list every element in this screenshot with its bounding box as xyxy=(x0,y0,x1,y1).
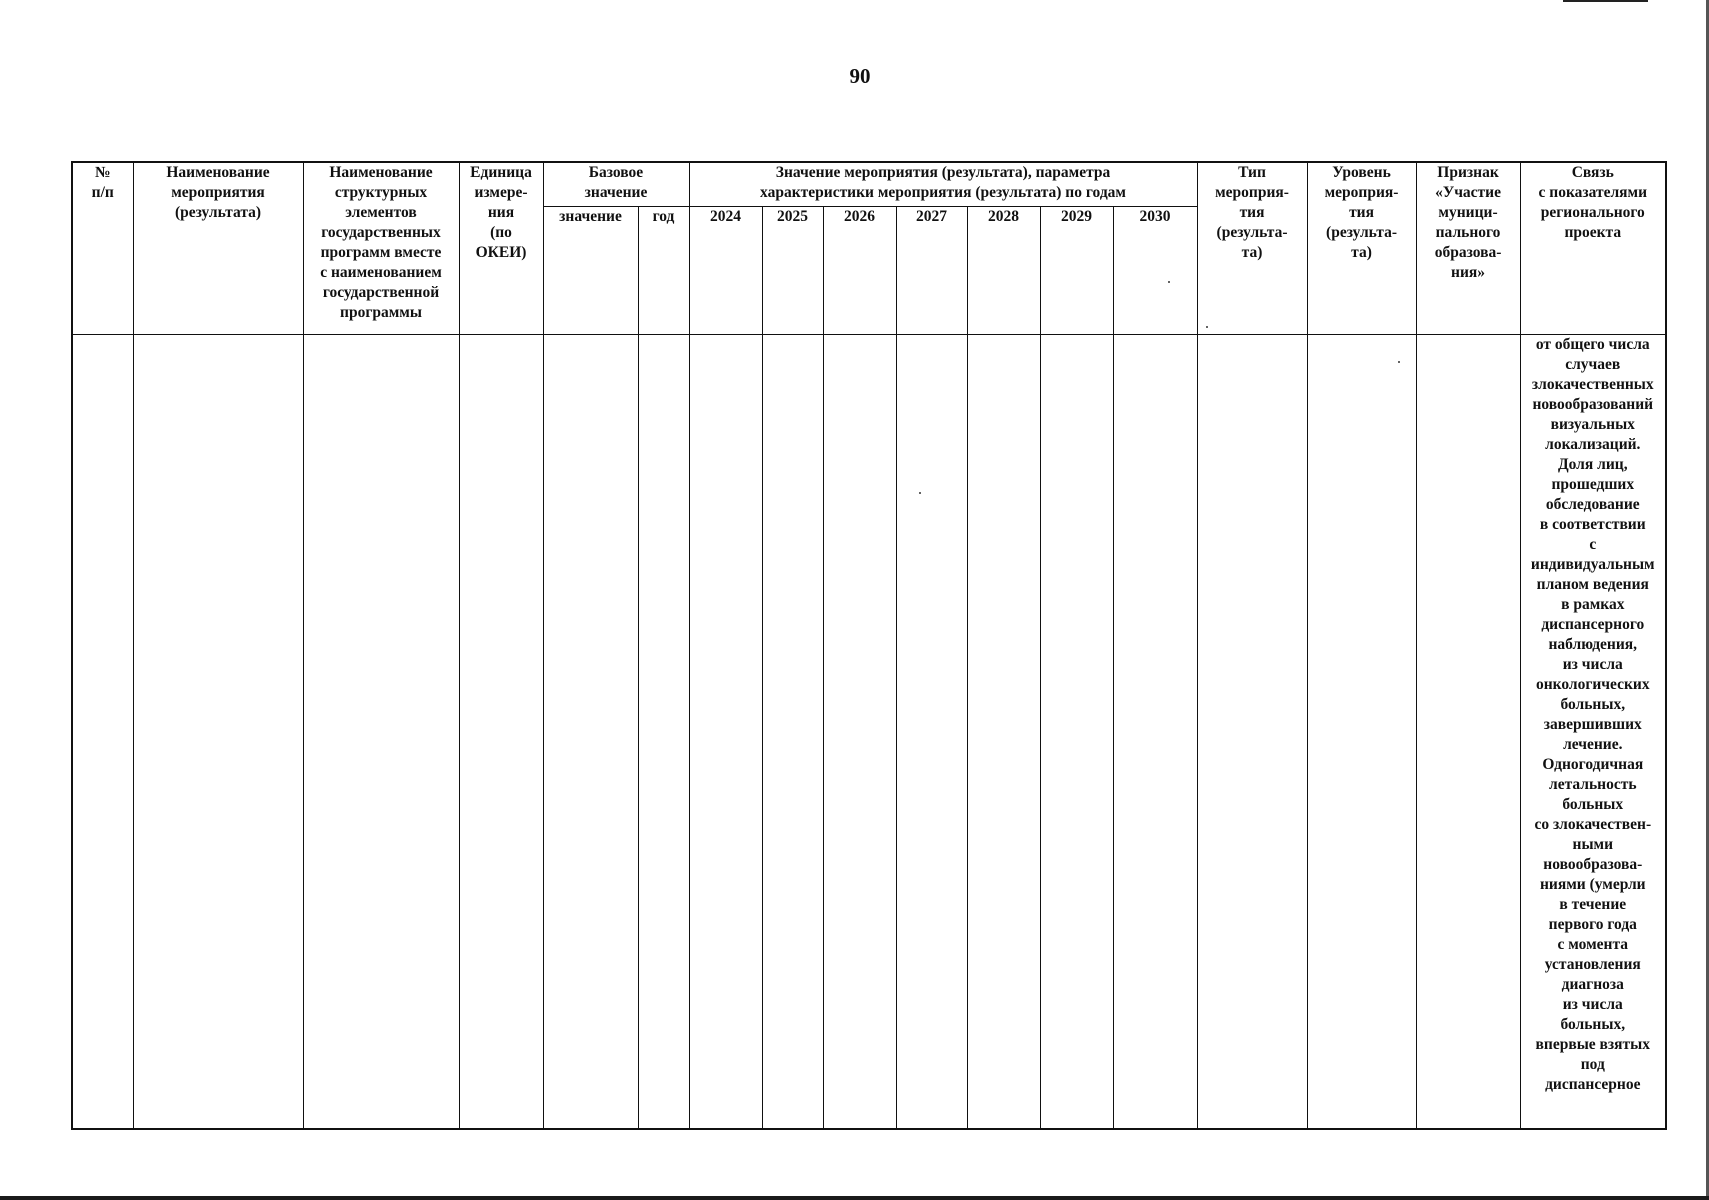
cell-2025 xyxy=(762,334,823,1129)
header-year-2026: 2026 xyxy=(823,206,896,334)
program-events-table xyxy=(71,161,1667,1130)
cell-2030 xyxy=(1113,334,1197,1129)
header-type: Тип мероприя- тия (результа- та) xyxy=(1197,162,1307,334)
cell-2027 xyxy=(896,334,967,1129)
header-event-name: Наименование мероприятия (результата) xyxy=(133,162,303,334)
scan-speck xyxy=(1168,281,1170,283)
cell-2026 xyxy=(823,334,896,1129)
page-number: 90 xyxy=(849,64,871,88)
scan-speck xyxy=(1398,361,1400,363)
scan-edge-bottom xyxy=(0,1196,1709,1200)
cell-link-text: от общего числа случаев злокачественных новообразований визуальных локализаций. Доля лиц, прошедших обследование в соответствии с индивидуальным планом ведения в рамках диспансерного наблюдения, из числа онкологических больных, завершивших лечение. Одногодичная летальность больных со злокачествен- ными новообразова- ниями (умерли в течение первого года с момента установления диагноза из числа больных, впервые взятых под диспансерное xyxy=(1520,334,1666,1129)
cell-2029 xyxy=(1040,334,1113,1129)
header-level: Уровень мероприя- тия (результа- та) xyxy=(1307,162,1416,334)
header-struct-elements: Наименование структурных элементов государственных программ вместе с наименованием государственной программы xyxy=(303,162,459,334)
header-unit: Единица измере- ния (по ОКЕИ) xyxy=(459,162,543,334)
cell-base-value xyxy=(543,334,638,1129)
cell-2028 xyxy=(967,334,1040,1129)
cell-unit xyxy=(459,334,543,1129)
cell-event-name xyxy=(133,334,303,1129)
table-row xyxy=(72,334,1666,1129)
header-values-group: Значение мероприятия (результата), параметра характеристики мероприятия (результата) по годам xyxy=(689,162,1197,206)
header-link: Связь с показателями регионального проекта xyxy=(1520,162,1666,334)
scan-speck xyxy=(919,492,921,494)
cell-base-year xyxy=(638,334,689,1129)
header-year-2025: 2025 xyxy=(762,206,823,334)
cell-num xyxy=(72,334,133,1129)
cell-2024 xyxy=(689,334,762,1129)
header-base-group: Базовое значение xyxy=(543,162,689,206)
header-base-value: значение xyxy=(543,206,638,334)
cell-municipal xyxy=(1416,334,1520,1129)
header-year-2024: 2024 xyxy=(689,206,762,334)
header-municipal: Признак «Участие муници- пального образова- ния» xyxy=(1416,162,1520,334)
header-year-2029: 2029 xyxy=(1040,206,1113,334)
header-year-2028: 2028 xyxy=(967,206,1040,334)
header-year-2030: 2030 xyxy=(1113,206,1197,334)
cell-struct-elements xyxy=(303,334,459,1129)
header-num: № п/п xyxy=(72,162,133,334)
header-year-2027: 2027 xyxy=(896,206,967,334)
scan-speck xyxy=(1206,326,1208,328)
scan-artifact-top xyxy=(1563,0,1648,2)
header-base-year: год xyxy=(638,206,689,334)
cell-type xyxy=(1197,334,1307,1129)
cell-level xyxy=(1307,334,1416,1129)
